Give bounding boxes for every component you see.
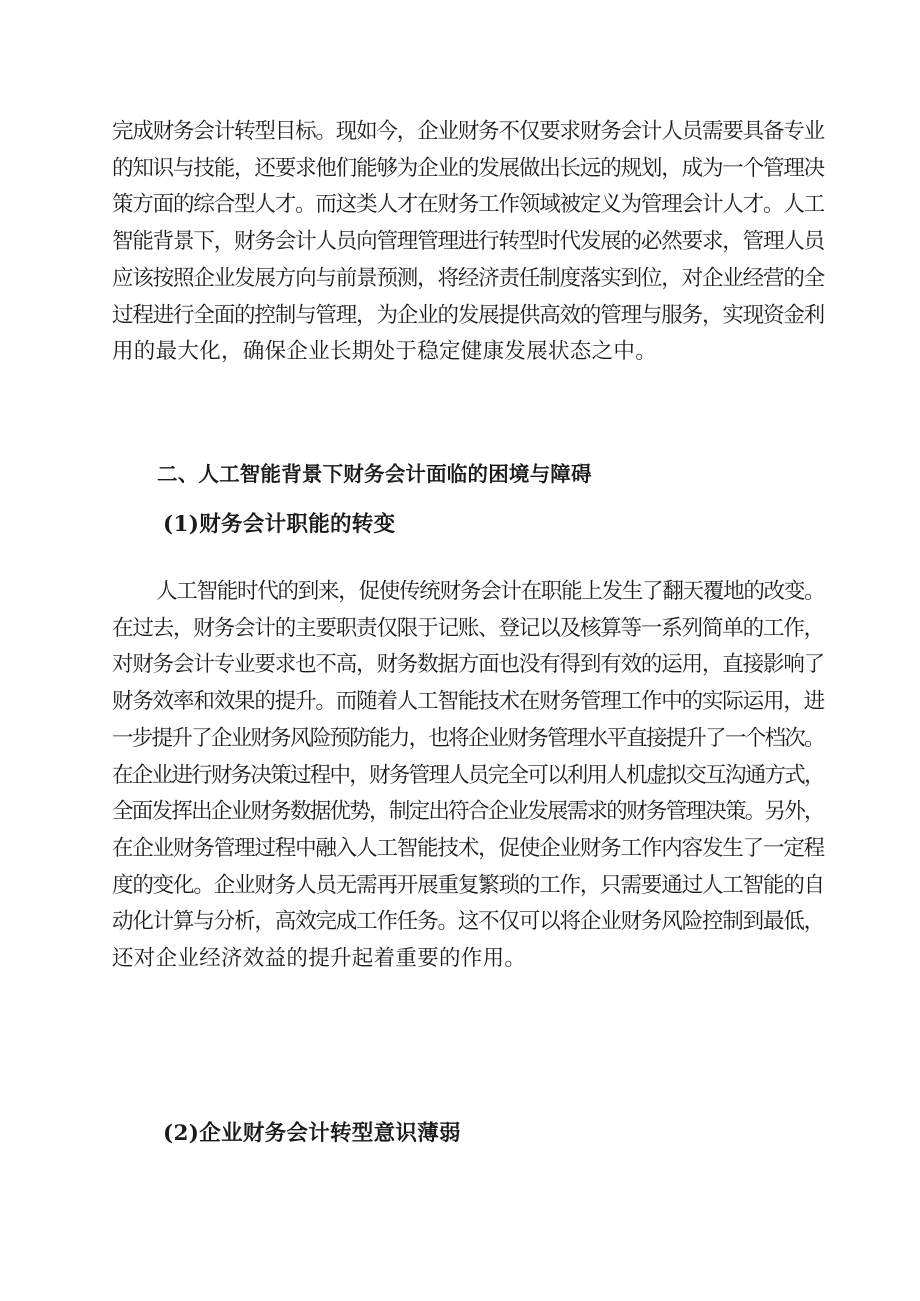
paragraph-line: 对财务会计专业要求也不高，财务数据方面也没有得到有效的运用，直接影响了	[112, 652, 825, 678]
paragraph-line: 用的最大化，确保企业长期处于稳定健康发展状态之中。	[112, 339, 658, 365]
paragraph-line: 财务效率和效果的提升。而随着人工智能技术在财务管理工作中的实际运用，进	[112, 689, 825, 715]
section-heading: 二、人工智能背景下财务会计面临的困境与障碍	[157, 462, 592, 486]
paragraph-line: 一步提升了企业财务风险预防能力，也将企业财务管理水平直接提升了一个档次。	[112, 725, 824, 751]
subsection-heading-2: (2)企业财务会计转型意识薄弱	[163, 1121, 461, 1146]
paragraph-line: 智能背景下，财务会计人员向管理管理进行转型时代发展的必然要求，管理人员	[112, 229, 825, 255]
paragraph-line: 在企业进行财务决策过程中，财务管理人员完全可以利用人机虚拟交互沟通方式，	[112, 762, 824, 788]
paragraph-line: 的知识与技能，还要求他们能够为企业的发展做出长远的规划，成为一个管理决	[112, 155, 825, 181]
paragraph-line: 全面发挥出企业财务数据优势，制定出符合企业发展需求的财务管理决策。另外，	[112, 799, 824, 825]
paragraph-line: 在过去，财务会计的主要职责仅限于记账、登记以及核算等一系列简单的工作，	[112, 615, 825, 641]
paragraph-1	[112, 114, 824, 371]
paragraph-2	[112, 574, 824, 978]
paragraph-line: 完成财务会计转型目标。现如今，企业财务不仅要求财务会计人员需要具备专业	[112, 119, 825, 144]
paragraph-line: 策方面的综合型人才。而这类人才在财务工作领域被定义为管理会计人才。人工	[112, 192, 825, 218]
paragraph-line: 应该按照企业发展方向与前景预测，将经济责任制度落实到位，对企业经营的全	[112, 265, 825, 291]
paragraph-line: 度的变化。企业财务人员无需再开展重复繁琐的工作，只需要通过人工智能的自	[112, 872, 825, 898]
paragraph-line: 过程进行全面的控制与管理，为企业的发展提供高效的管理与服务，实现资金利	[112, 302, 825, 328]
paragraph-line: 还对企业经济效益的提升起着重要的作用。	[112, 946, 527, 972]
paragraph-line: 在企业财务管理过程中融入人工智能技术，促使企业财务工作内容发生了一定程	[112, 835, 825, 861]
subsection-heading-1: (1)财务会计职能的转变	[163, 512, 396, 537]
paragraph-line: 动化计算与分析，高效完成工作任务。这不仅可以将企业财务风险控制到最低，	[112, 909, 825, 935]
paragraph-line: 人工智能时代的到来，促使传统财务会计在职能上发生了翻天覆地的改变。	[156, 579, 825, 604]
